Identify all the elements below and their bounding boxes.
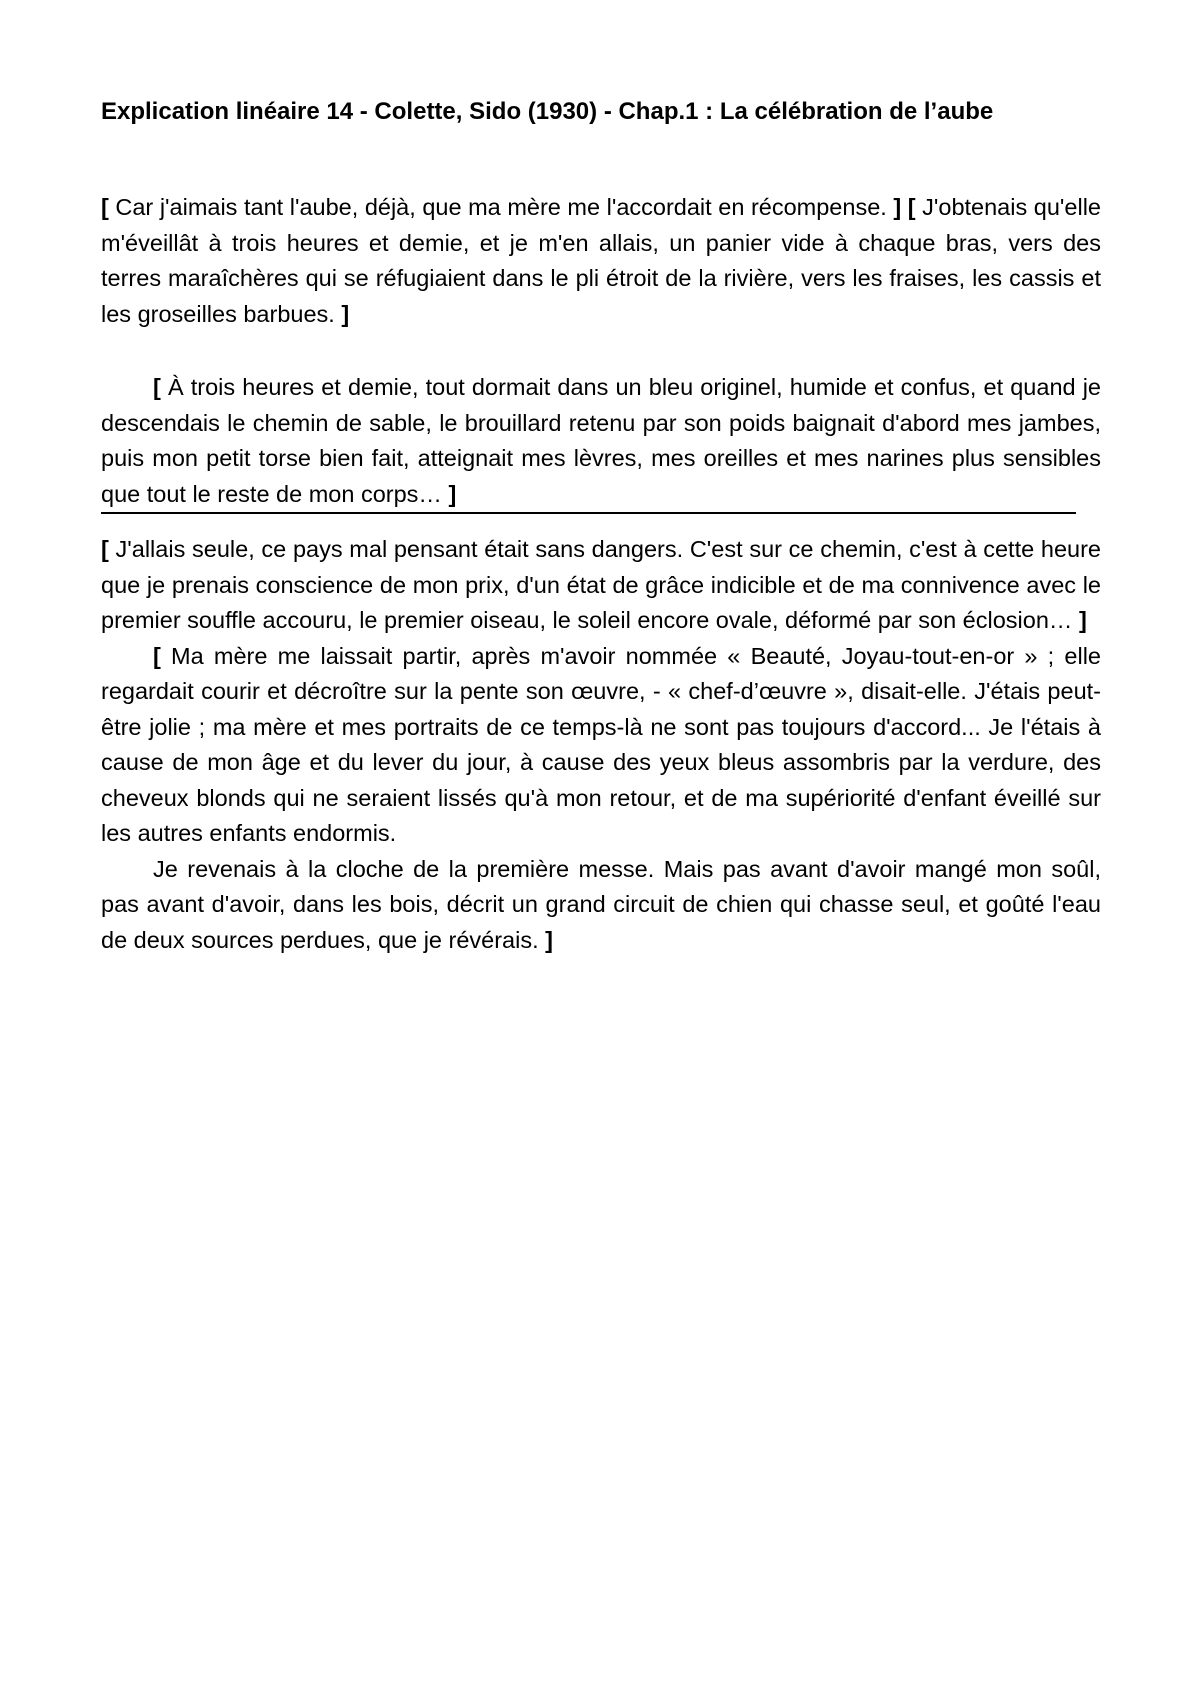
bracket-close: ] bbox=[341, 300, 350, 327]
paragraph-2 bbox=[101, 370, 1101, 512]
paragraph-1 bbox=[101, 190, 1101, 332]
document-page bbox=[101, 96, 1101, 958]
bracket-close: ] bbox=[893, 194, 902, 220]
paragraph-3-text: J'allais seule, ce pays mal pensant était sans dangers. C'est sur ce chemin, c'est à cette heure que je prenais conscience de mon prix, d'un état de grâce indicible et de ma connivence avec le premier souffle accouru, le premier oiseau, le soleil encore ovale, déformé par son éclosion… bbox=[101, 536, 1101, 633]
paragraph-5-text: Je revenais à la cloche de la première messe. Mais pas avant d'avoir mangé mon soûl, pas avant d'avoir, dans les bois, décrit un grand circuit de chien qui chasse seul, et goûté l'eau de deux sources perdues, que je révérais. bbox=[101, 855, 1101, 953]
bracket-close: ] bbox=[448, 480, 457, 507]
paragraph-4-text: Ma mère me laissait partir, après m'avoir nommée « Beauté, Joyau-tout-en-or » ; elle regardait courir et décroître sur la pente son œuvre, - « chef-d’œuvre », disait-elle. J'étais peut-être jolie ; ma mère et mes portraits de ce temps-là ne sont pas toujours d'accord... Je l'étais à cause de mon âge et du lever du jour, à cause des yeux bleus assombris par la verdure, des cheveux blonds qui ne seraient lissés qu'à mon retour, et de ma supériorité d'enfant éveillé sur les autres enfants endormis. bbox=[101, 642, 1101, 846]
bracket-open: [ bbox=[101, 194, 109, 220]
paragraph-3 bbox=[101, 532, 1101, 639]
bracket-open: [ bbox=[153, 642, 161, 669]
paragraph-1-segment-2: J'obtenais qu'elle m'éveillât à trois heures et demie, et je m'en allais, un panier vide à chaque bras, vers des terres maraîchères qui se réfugiaient dans le pli étroit de la rivière, vers les fraises, les cassis et les groseilles barbues. bbox=[101, 194, 1101, 327]
bracket-open: [ bbox=[101, 536, 109, 562]
paragraph-2-text: À trois heures et demie, tout dormait dans un bleu originel, humide et confus, et quand je descendais le chemin de sable, le brouillard retenu par son poids baignait d'abord mes jambes, puis mon petit torse bien fait, atteignait mes lèvres, mes oreilles et mes narines plus sensibles que tout le reste de mon corps… bbox=[101, 374, 1101, 507]
paragraph-5 bbox=[101, 852, 1101, 959]
document-title: Explication linéaire 14 - Colette, Sido (1930) - Chap.1 : La célébration de l’aube bbox=[101, 98, 994, 125]
bracket-open: [ bbox=[907, 194, 916, 220]
bracket-close: ] bbox=[1078, 607, 1087, 633]
bracket-close: ] bbox=[545, 926, 553, 953]
section-divider bbox=[101, 512, 1076, 514]
paragraph-1-segment-1: Car j'aimais tant l'aube, déjà, que ma mère me l'accordait en récompense. bbox=[108, 194, 894, 220]
paragraph-4 bbox=[101, 639, 1101, 852]
bracket-open: [ bbox=[153, 374, 161, 400]
